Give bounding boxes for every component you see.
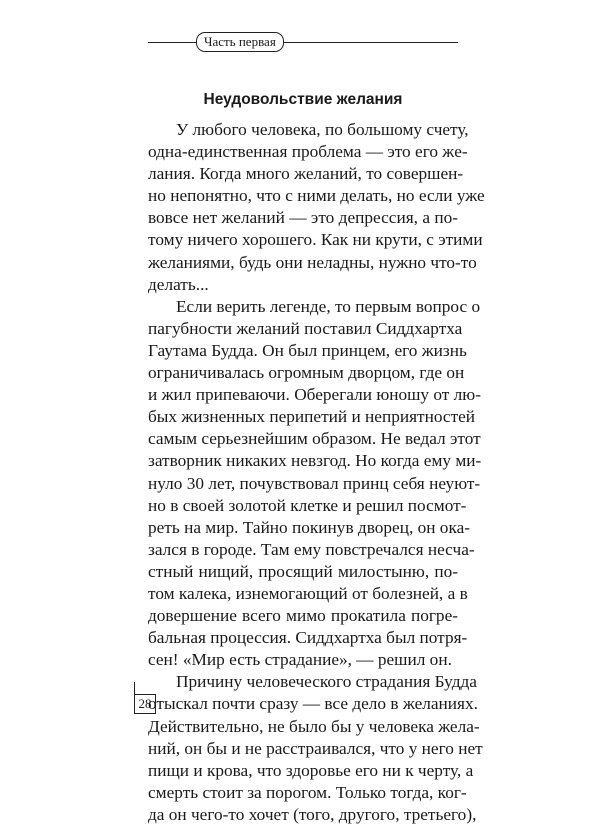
text-line: и жил припеваючи. Оберегали юношу от лю- [148,385,481,405]
text-line: Причину человеческого страдания Будда [176,672,477,692]
page-number-rule [134,682,135,694]
text-line: лания. Когда много желаний, то совершен- [148,164,464,184]
text-line: тому ничего хорошего. Как ни крути, с этими [148,230,483,250]
text-line: У любого человека, по большому счету, [176,120,469,139]
text-line: одна-единственная проблема — это его жe- [148,142,468,162]
header-rule [148,42,458,43]
text-line: делать... [148,274,209,294]
text-line: пагубности желаний поставил Сиддхартха [148,318,463,338]
text-line: пищи и крова, что здоровье его ни к черту, а [148,760,474,780]
text-line: смерть стоит за порогом. Только тогда, ког- [148,782,467,802]
text-line: бальная процессия. Сиддхартха был потря- [148,628,468,648]
text-line: Действительно, не было бы у человека жела- [148,716,480,736]
page-number: 28 [134,694,156,714]
text-line: сен! «Мир есть страдание», — решил он. [148,650,452,670]
text-line: затворник никаких невзгод. Но когда ему ми- [148,451,482,471]
text-line: нуло 30 лет, почувствовал принц себя неуют- [148,473,481,493]
text-line: довершение всего мимо прокатила погре- [148,606,458,626]
text-line: ограничивалась огромным дворцом, где он [148,363,465,383]
text-line: отыскал почти сразу — все дело в желаниях. [148,694,478,714]
text-line: желаниями, будь они неладны, нужно что-то [148,252,477,272]
text-line: бых жизненных перипетий и неприятностей [148,407,476,427]
text-line: Гаутама Будда. Он был принцем, его жизнь [148,340,467,360]
text-line: самым серьезнейшим образом. Не ведал этот [148,429,481,449]
running-header [148,30,458,50]
chapter-title: Неудовольствие желания [203,91,403,108]
text-line: но непонятно, что с ними делать, но если уже [148,186,485,206]
text-line: да он чего-то хочет (того, другого, третьего), [148,804,477,824]
text-line: реть на мир. Тайно покинув дворец, он ока- [148,517,471,537]
section-label: Часть первая [196,32,284,52]
text-line: вовсе нет желаний — это депрессия, а по- [148,208,458,228]
text-line: Если верить легенде, то первым вопрос о [176,296,481,316]
text-line: стный нищий, просящий милостыню, по- [148,561,458,581]
body-text [148,119,485,826]
text-line: зался в городе. Там ему повстречался несча- [148,539,475,559]
text-line: ний, он бы и не расстраивался, что у него нет [148,738,483,758]
text-line: том калека, изнемогающий от болезней, а в [148,583,468,603]
text-line: но в своей золотой клетке и решил посмот- [148,495,467,515]
